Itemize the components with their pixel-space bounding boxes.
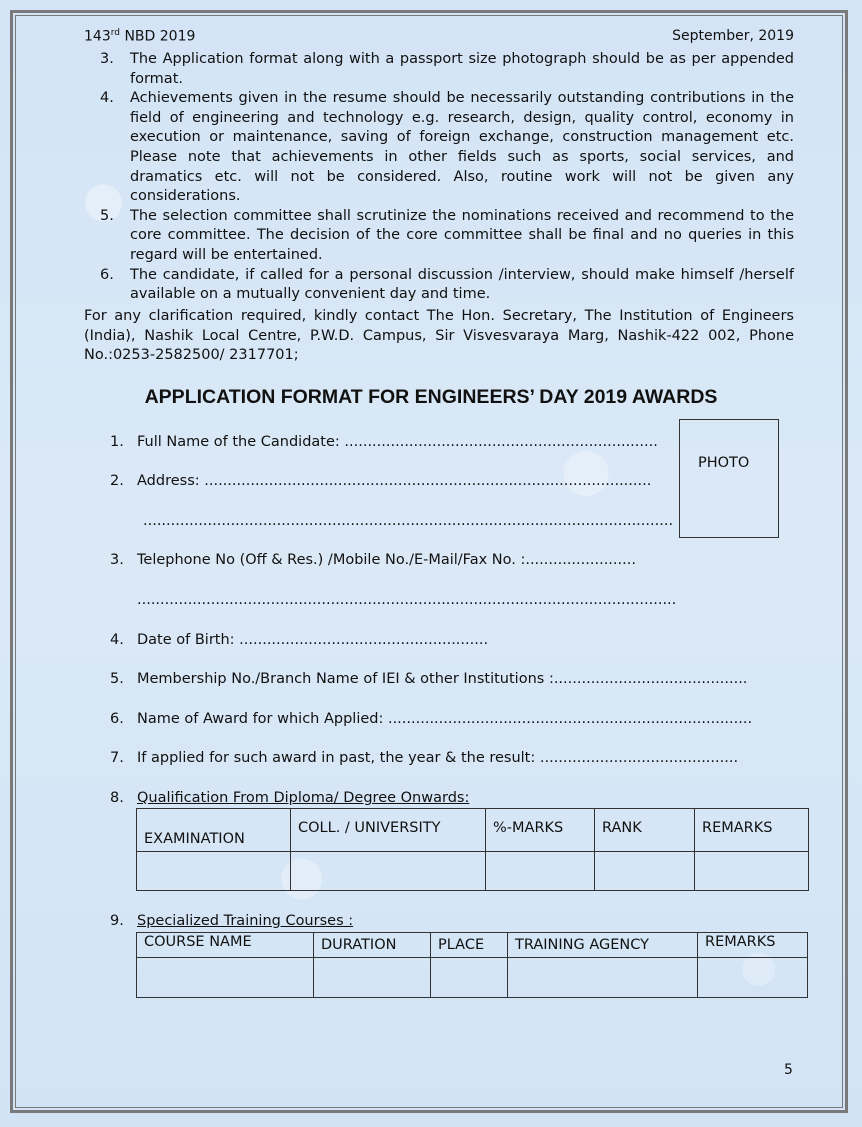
field-label: Membership No./Branch Name of IEI & other Institutions : [137, 671, 554, 687]
field-number: 8. [110, 790, 124, 806]
edition-number: 143 [84, 28, 111, 45]
field-number: 9. [110, 913, 124, 929]
field-label: Name of Award for which Applied: [137, 711, 388, 727]
field-number: 3. [110, 552, 124, 568]
field-full-name [110, 434, 658, 450]
table-header-cell: %-MARKS [486, 809, 595, 852]
fill-line[interactable]: ................................................................................................. [204, 473, 652, 489]
rule-number: 4. [100, 90, 114, 107]
rule-text: The selection committee shall scrutinize the nominations received and recommend to the core committee. The decision of the core committee shall be final and no queries in this regard will be entertained. [130, 207, 794, 263]
field-number: 1. [110, 434, 124, 450]
table-row [137, 852, 809, 891]
table-row [137, 958, 808, 998]
table-header-cell: COURSE NAME [137, 933, 314, 958]
table-cell[interactable] [595, 852, 695, 891]
rule-item [100, 266, 794, 305]
table-cell[interactable] [314, 958, 431, 998]
rule-item [100, 89, 794, 207]
table-header-cell: DURATION [314, 933, 431, 958]
table-header-cell: REMARKS [695, 809, 809, 852]
field-number: 5. [110, 671, 124, 687]
field-number: 4. [110, 632, 124, 648]
rule-number: 6. [100, 266, 114, 283]
table-header-cell: EXAMINATION [137, 809, 291, 852]
edition-suffix: rd [110, 28, 120, 38]
page-number: 5 [784, 1062, 793, 1078]
fill-line[interactable]: ........................................... [539, 750, 739, 766]
photo-box [679, 419, 779, 538]
field-qualification [110, 790, 469, 806]
field-label: Specialized Training Courses : [137, 913, 354, 929]
table-header-cell: TRAINING AGENCY [508, 933, 698, 958]
edition-rest: NBD 2019 [120, 28, 196, 45]
table-header-row [137, 809, 809, 852]
field-label: Telephone No (Off & Res.) /Mobile No./E-Mail/Fax No. : [137, 552, 526, 568]
qualification-table [136, 808, 809, 891]
field-past-award [110, 750, 738, 766]
table-cell[interactable] [508, 958, 698, 998]
table-header-row [137, 933, 808, 958]
header-edition [84, 28, 195, 45]
rule-text: The Application format along with a passport size photograph should be as per appended format. [130, 51, 794, 87]
photo-label: PHOTO [698, 455, 750, 471]
field-label: Qualification From Diploma/ Degree Onwards: [137, 790, 470, 806]
field-award-name [110, 711, 752, 727]
field-label: Full Name of the Candidate: [137, 434, 345, 450]
training-table [136, 932, 808, 998]
field-address [110, 473, 651, 489]
fill-line[interactable]: ............................................................................... [387, 711, 753, 727]
address-fill-line-2[interactable]: ................................................................................................................... [143, 513, 674, 529]
fill-line[interactable]: .................................................................... [344, 434, 658, 450]
rule-text: Achievements given in the resume should be necessarily outstanding contributions in the field of engineering and technology e.g. research, design, quality control, economy in execution or maintenance, saving of foreign exchange, construction management etc. Please note that achievements in other fields such as sports, social services, and dramatics etc. will not be considered. Also, routine work will not be given any considerations. [130, 90, 794, 205]
table-cell[interactable] [698, 958, 808, 998]
rule-number: 5. [100, 207, 114, 224]
table-cell[interactable] [431, 958, 508, 998]
table-cell[interactable] [695, 852, 809, 891]
table-cell[interactable] [137, 852, 291, 891]
table-cell[interactable] [486, 852, 595, 891]
form-title: APPLICATION FORMAT FOR ENGINEERS’ DAY 2019 AWARDS [144, 386, 718, 408]
contact-paragraph: For any clarification required, kindly contact The Hon. Secretary, The Institution of Engineers (India), Nashik Local Centre, P.W.D. Campus, Sir Visvesvaraya Marg, Nashik-422 002, Phone No.:0253-2582500/ 2317701; [84, 308, 794, 364]
field-membership [110, 671, 747, 687]
rule-number: 3. [100, 51, 114, 67]
table-cell[interactable] [291, 852, 486, 891]
field-number: 7. [110, 750, 124, 766]
field-number: 6. [110, 711, 124, 727]
field-label: Date of Birth: [137, 632, 240, 648]
rule-text: The candidate, if called for a personal discussion /interview, should make himself /herself available on a mutually convenient day and time. [130, 266, 794, 303]
table-cell[interactable] [137, 958, 314, 998]
table-header-cell: PLACE [431, 933, 508, 958]
table-header-cell: REMARKS [698, 933, 808, 958]
rule-item [100, 50, 794, 89]
field-telephone [110, 552, 636, 568]
rule-item [100, 207, 794, 266]
field-label: Address: [137, 473, 205, 489]
header-date: September, 2019 [672, 28, 794, 44]
fill-line[interactable]: .......................................... [553, 671, 748, 687]
fill-line[interactable]: ........................ [525, 552, 636, 568]
telephone-fill-line-2[interactable]: ..................................................................................................................... [137, 592, 677, 608]
table-header-cell: COLL. / UNIVERSITY [291, 809, 486, 852]
fill-line[interactable]: ...................................................... [239, 632, 489, 648]
field-date-of-birth [110, 632, 488, 648]
rules-list [100, 50, 794, 305]
field-label: If applied for such award in past, the year & the result: [137, 750, 540, 766]
field-training [110, 913, 353, 929]
field-number: 2. [110, 473, 124, 489]
table-header-cell: RANK [595, 809, 695, 852]
